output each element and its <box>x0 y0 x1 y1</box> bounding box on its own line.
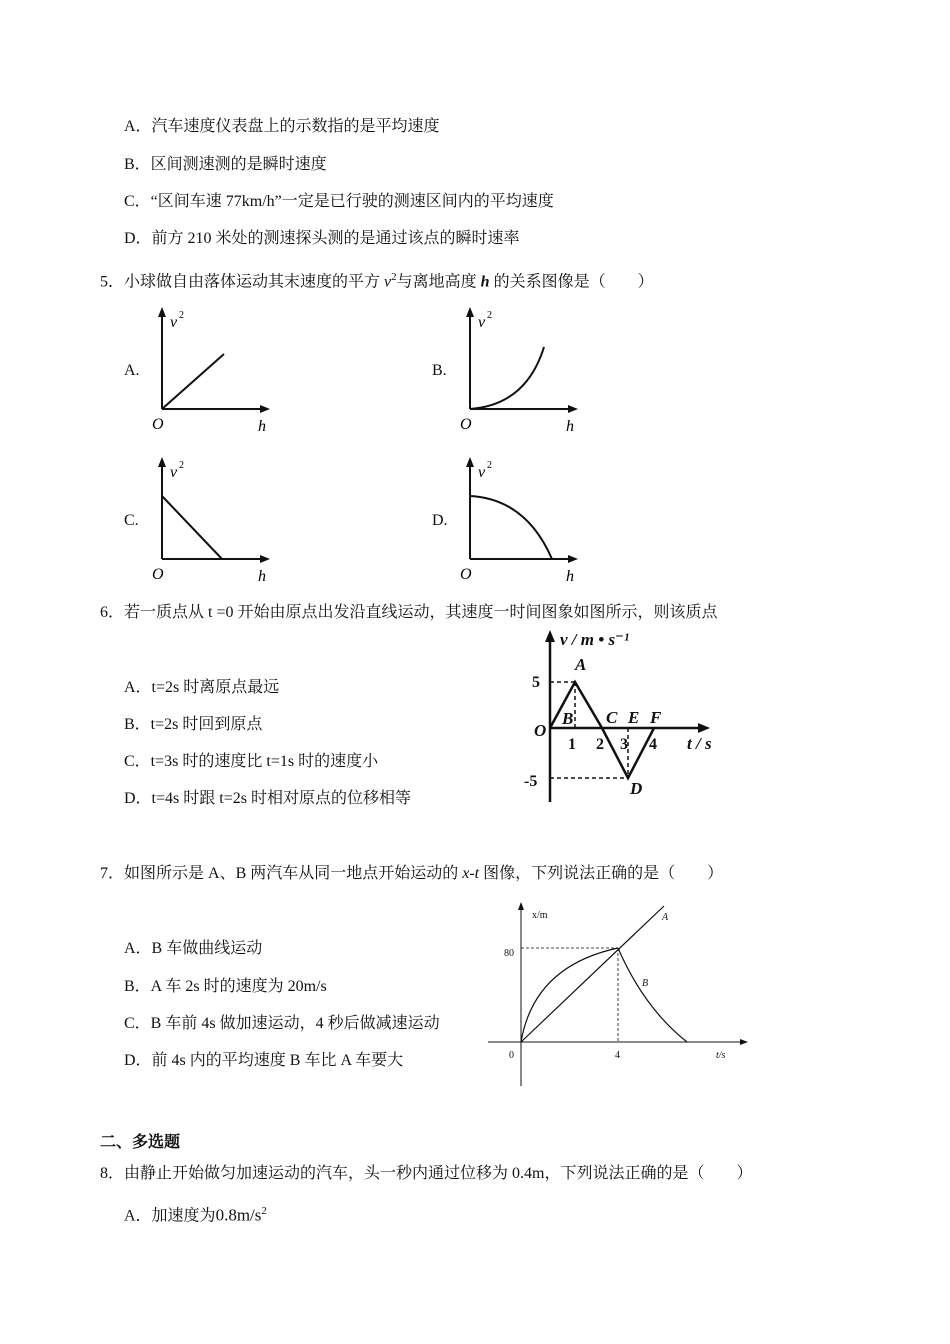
q5-graph-c <box>148 455 278 585</box>
q6-point-a: A <box>575 655 587 674</box>
q6-point-e: E <box>628 708 640 727</box>
q6-tick-3: 3 <box>620 736 628 753</box>
q5b-ylabel: v <box>478 314 486 331</box>
q5b-xlabel: h <box>566 418 574 435</box>
q6-point-b: B <box>562 709 574 728</box>
q5-label-c: C. <box>124 512 139 529</box>
q5c-origin: O <box>152 566 164 583</box>
q5c-ylabel: v <box>170 464 178 481</box>
q8-option-a: A．加速度为$0.8m/s^2$ <box>124 1205 267 1225</box>
q6-tick-1: 1 <box>568 736 576 753</box>
q6-option-b: B．t=2s 时回到原点 <box>124 716 263 733</box>
q6-tick-4: 4 <box>649 736 657 753</box>
q6-xlabel: t / s <box>687 734 712 753</box>
q5a-xlabel: h <box>258 418 266 435</box>
q5-graph-d <box>456 455 586 585</box>
q7-xt-graph <box>484 896 754 1090</box>
q6-option-d: D．t=4s 时跟 t=2s 时相对原点的位移相等 <box>124 790 411 807</box>
q4-option-a: A．汽车速度仪表盘上的示数指的是平均速度 <box>124 118 440 135</box>
q7-y80: 80 <box>504 948 514 959</box>
q5d-ylabel: v <box>478 464 486 481</box>
q5a-origin: O <box>152 416 164 433</box>
q5a-ysup: 2 <box>179 310 184 321</box>
q7-line-a-label: A <box>662 912 669 923</box>
q5a-ylabel: v <box>170 314 178 331</box>
q5c-ysup: 2 <box>179 460 184 471</box>
q7-stem: 7．如图所示是 A、B 两汽车从同一地点开始运动的 x-t 图像，下列说法正确的是（ ） <box>100 865 724 882</box>
q5-stem: 5．小球做自由落体运动其末速度的平方 $v^2$与离地高度 h 的关系图像是（ ） <box>100 271 654 291</box>
q4-option-d: D．前方 210 米处的测速探头测的是通过该点的瞬时速率 <box>124 230 520 247</box>
q5d-origin: O <box>460 566 472 583</box>
q7-x4: 4 <box>615 1050 620 1061</box>
q6-origin: O <box>534 721 547 740</box>
q7-option-b: B．A 车 2s 时的速度为 20m/s <box>124 978 327 995</box>
q4-option-b: B．区间测速测的是瞬时速度 <box>124 156 327 173</box>
q6-yn5: -5 <box>524 773 538 790</box>
q5-label-b: B. <box>432 362 447 379</box>
q6-point-f: F <box>650 708 662 727</box>
q6-option-c: C．t=3s 时的速度比 t=1s 时的速度小 <box>124 753 379 770</box>
section-heading: 二、多选题 <box>100 1134 181 1151</box>
q7-option-d: D．前 4s 内的平均速度 B 车比 A 车要大 <box>124 1052 404 1069</box>
q5-graph-b <box>456 305 586 435</box>
q5-graph-a <box>148 305 278 435</box>
q6-ylabel: v / m • s⁻¹ <box>560 630 630 649</box>
q7-ylabel: x/m <box>532 910 548 921</box>
q6-point-c: C <box>606 708 618 727</box>
q8-stem: 8．由静止开始做匀加速运动的汽车，头一秒内通过位移为 0.4m，下列说法正确的是（ ） <box>100 1165 753 1182</box>
q6-y5: 5 <box>532 674 540 691</box>
q7-origin: 0 <box>509 1050 514 1061</box>
q5c-xlabel: h <box>258 568 266 585</box>
q6-point-d: D <box>630 779 643 798</box>
q6-tick-2: 2 <box>596 736 604 753</box>
q7-option-a: A．B 车做曲线运动 <box>124 940 263 957</box>
q7-line-b-label: B <box>642 978 649 989</box>
q5b-origin: O <box>460 416 472 433</box>
q6-option-a: A．t=2s 时离原点最远 <box>124 679 280 696</box>
q5d-xlabel: h <box>566 568 574 585</box>
q7-xlabel: t/s <box>716 1050 726 1061</box>
q4-option-c: C．“区间车速 77km/h”一定是已行驶的测速区间内的平均速度 <box>124 193 554 210</box>
q5-label-d: D. <box>432 512 448 529</box>
q6-stem: 6．若一质点从 t =0 开始由原点出发沿直线运动，其速度一时间图象如图所示，则该质点 <box>100 604 718 621</box>
q7-option-c: C．B 车前 4s 做加速运动，4 秒后做减速运动 <box>124 1015 440 1032</box>
q6-vt-graph <box>520 622 730 812</box>
q5d-ysup: 2 <box>487 460 492 471</box>
q5b-ysup: 2 <box>487 310 492 321</box>
q5-label-a: A. <box>124 362 140 379</box>
